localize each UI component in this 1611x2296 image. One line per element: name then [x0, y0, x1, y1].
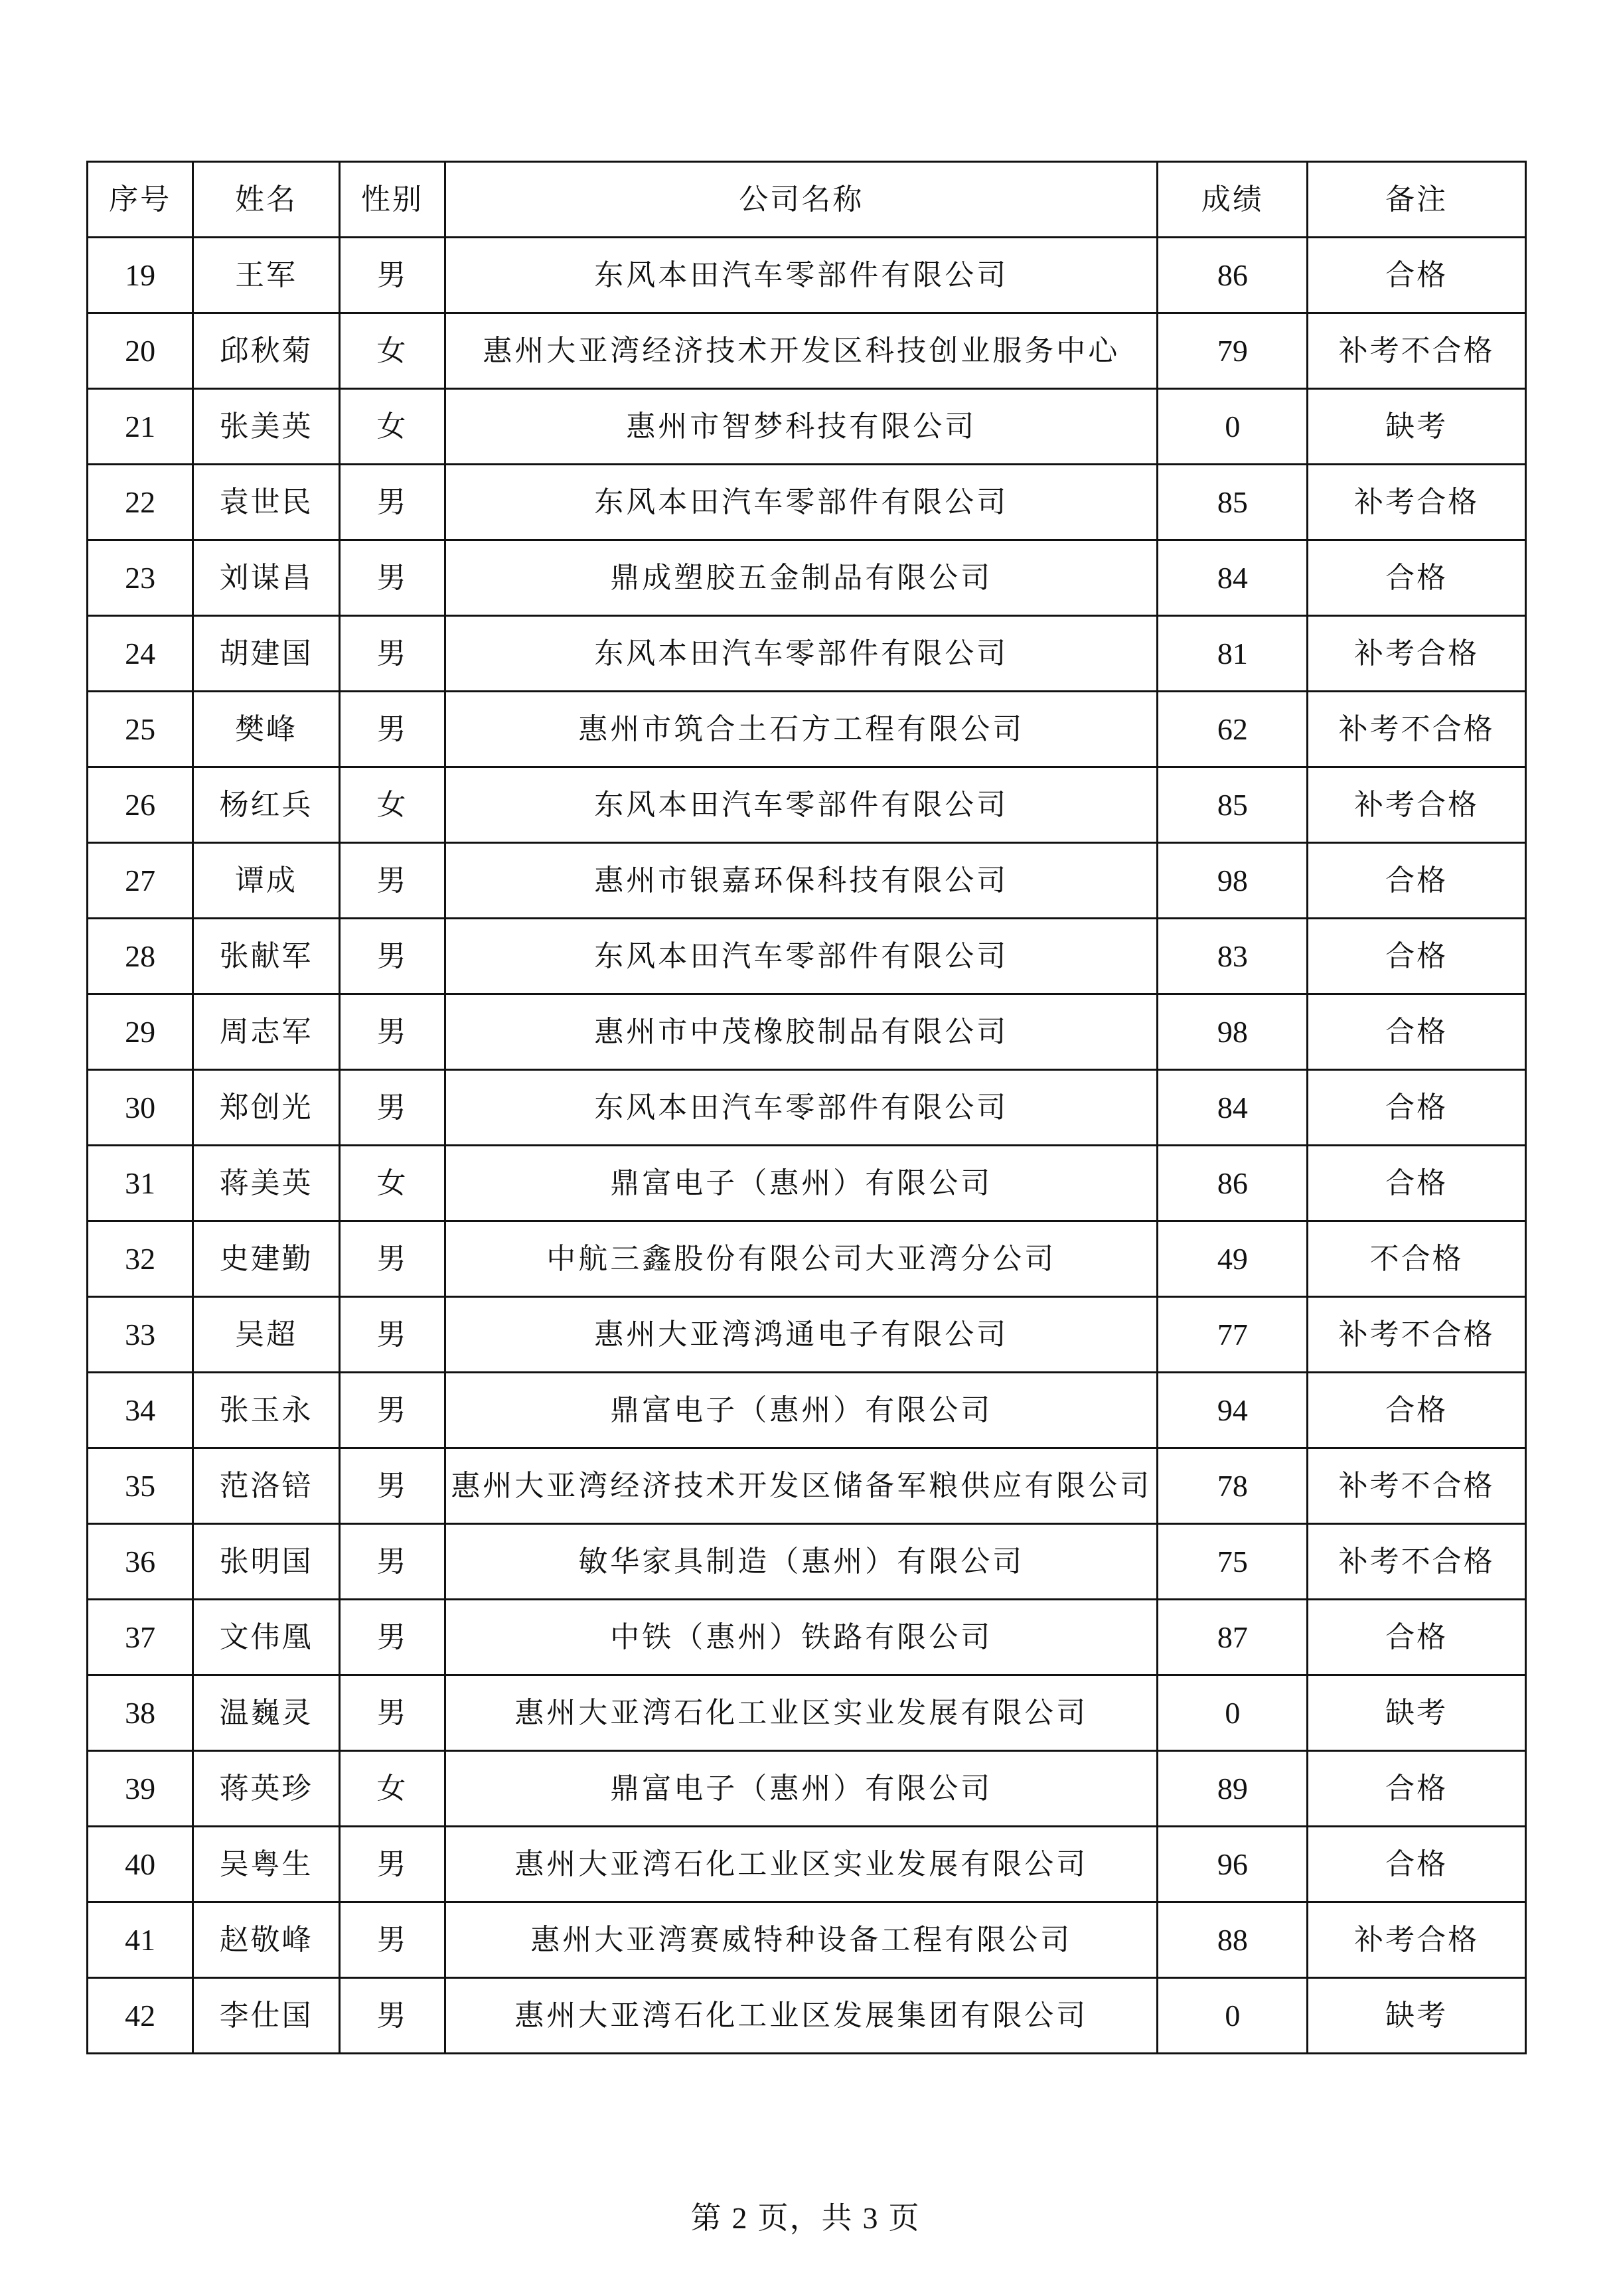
footer-page-total: 3: [862, 2201, 880, 2235]
cell-score: 0: [1158, 1675, 1308, 1751]
cell-gender: 男: [339, 919, 445, 994]
cell-gender: 男: [339, 692, 445, 767]
cell-remark: 补考不合格: [1308, 692, 1526, 767]
table-row: [88, 692, 1526, 767]
table-row: [88, 1448, 1526, 1524]
cell-company: 惠州大亚湾经济技术开发区科技创业服务中心: [445, 313, 1158, 389]
cell-gender: 男: [339, 1600, 445, 1675]
cell-remark: 补考合格: [1308, 616, 1526, 692]
table-row: [88, 1221, 1526, 1297]
table-row: [88, 919, 1526, 994]
cell-name: 谭成: [193, 843, 340, 919]
header-name: 姓名: [193, 162, 340, 238]
cell-company: 东风本田汽车零部件有限公司: [445, 767, 1158, 843]
cell-gender: 男: [339, 1448, 445, 1524]
cell-company: 东风本田汽车零部件有限公司: [445, 1070, 1158, 1146]
cell-score: 86: [1158, 1146, 1308, 1221]
cell-seq: 23: [88, 540, 193, 616]
cell-gender: 男: [339, 465, 445, 540]
table-row: [88, 1675, 1526, 1751]
cell-gender: 男: [339, 1827, 445, 1902]
cell-seq: 38: [88, 1675, 193, 1751]
table-row: [88, 389, 1526, 465]
table-body: [88, 238, 1526, 2054]
cell-company: 惠州大亚湾赛威特种设备工程有限公司: [445, 1902, 1158, 1978]
cell-score: 94: [1158, 1373, 1308, 1448]
cell-remark: 合格: [1308, 1827, 1526, 1902]
cell-score: 83: [1158, 919, 1308, 994]
cell-seq: 19: [88, 238, 193, 313]
cell-seq: 37: [88, 1600, 193, 1675]
table-row: [88, 1827, 1526, 1902]
cell-company: 东风本田汽车零部件有限公司: [445, 238, 1158, 313]
cell-company: 惠州市筑合土石方工程有限公司: [445, 692, 1158, 767]
cell-seq: 33: [88, 1297, 193, 1373]
table-row: [88, 465, 1526, 540]
cell-company: 鼎富电子（惠州）有限公司: [445, 1373, 1158, 1448]
cell-name: 蒋英珍: [193, 1751, 340, 1827]
cell-name: 王军: [193, 238, 340, 313]
cell-company: 惠州市中茂橡胶制品有限公司: [445, 994, 1158, 1070]
cell-gender: 男: [339, 1902, 445, 1978]
cell-remark: 合格: [1308, 994, 1526, 1070]
cell-gender: 男: [339, 1221, 445, 1297]
cell-gender: 女: [339, 767, 445, 843]
cell-remark: 合格: [1308, 238, 1526, 313]
cell-gender: 女: [339, 1751, 445, 1827]
cell-remark: 补考不合格: [1308, 1448, 1526, 1524]
cell-name: 温巍灵: [193, 1675, 340, 1751]
cell-name: 郑创光: [193, 1070, 340, 1146]
table-row: [88, 1297, 1526, 1373]
table-row: [88, 767, 1526, 843]
cell-remark: 合格: [1308, 1070, 1526, 1146]
cell-score: 75: [1158, 1524, 1308, 1600]
cell-gender: 男: [339, 1524, 445, 1600]
cell-company: 惠州大亚湾石化工业区实业发展有限公司: [445, 1827, 1158, 1902]
cell-name: 吴超: [193, 1297, 340, 1373]
table-row: [88, 1902, 1526, 1978]
cell-score: 85: [1158, 465, 1308, 540]
cell-gender: 男: [339, 994, 445, 1070]
table-row: [88, 994, 1526, 1070]
cell-remark: 不合格: [1308, 1221, 1526, 1297]
cell-score: 98: [1158, 843, 1308, 919]
cell-score: 86: [1158, 238, 1308, 313]
cell-remark: 缺考: [1308, 1978, 1526, 2054]
cell-score: 81: [1158, 616, 1308, 692]
cell-score: 89: [1158, 1751, 1308, 1827]
cell-name: 邱秋菊: [193, 313, 340, 389]
cell-company: 惠州大亚湾石化工业区实业发展有限公司: [445, 1675, 1158, 1751]
results-table: [86, 161, 1527, 2054]
table-row: [88, 1751, 1526, 1827]
footer-suffix: 页: [888, 2201, 921, 2235]
cell-remark: 合格: [1308, 919, 1526, 994]
cell-company: 惠州市智梦科技有限公司: [445, 389, 1158, 465]
header-gender: 性别: [339, 162, 445, 238]
table-row: [88, 313, 1526, 389]
cell-score: 78: [1158, 1448, 1308, 1524]
cell-gender: 男: [339, 616, 445, 692]
cell-seq: 35: [88, 1448, 193, 1524]
cell-company: 鼎富电子（惠州）有限公司: [445, 1751, 1158, 1827]
table-row: [88, 1978, 1526, 2054]
table-row: [88, 616, 1526, 692]
cell-score: 62: [1158, 692, 1308, 767]
cell-score: 88: [1158, 1902, 1308, 1978]
cell-seq: 30: [88, 1070, 193, 1146]
cell-name: 周志军: [193, 994, 340, 1070]
header-company: 公司名称: [445, 162, 1158, 238]
cell-seq: 29: [88, 994, 193, 1070]
cell-name: 刘谋昌: [193, 540, 340, 616]
cell-name: 文伟凰: [193, 1600, 340, 1675]
cell-company: 中航三鑫股份有限公司大亚湾分公司: [445, 1221, 1158, 1297]
cell-seq: 34: [88, 1373, 193, 1448]
cell-seq: 28: [88, 919, 193, 994]
table-row: [88, 1146, 1526, 1221]
table-row: [88, 238, 1526, 313]
cell-name: 樊峰: [193, 692, 340, 767]
cell-gender: 男: [339, 1978, 445, 2054]
cell-company: 中铁（惠州）铁路有限公司: [445, 1600, 1158, 1675]
cell-gender: 男: [339, 540, 445, 616]
cell-score: 96: [1158, 1827, 1308, 1902]
cell-name: 李仕国: [193, 1978, 340, 2054]
cell-name: 吴粤生: [193, 1827, 340, 1902]
cell-remark: 补考合格: [1308, 1902, 1526, 1978]
cell-seq: 20: [88, 313, 193, 389]
cell-name: 范洛锫: [193, 1448, 340, 1524]
cell-remark: 补考合格: [1308, 767, 1526, 843]
cell-name: 史建勤: [193, 1221, 340, 1297]
header-score: 成绩: [1158, 162, 1308, 238]
cell-remark: 缺考: [1308, 389, 1526, 465]
cell-seq: 27: [88, 843, 193, 919]
cell-score: 84: [1158, 1070, 1308, 1146]
cell-name: 杨红兵: [193, 767, 340, 843]
footer-mid: 页，共: [757, 2201, 854, 2235]
cell-seq: 41: [88, 1902, 193, 1978]
cell-seq: 24: [88, 616, 193, 692]
cell-name: 蒋美英: [193, 1146, 340, 1221]
cell-gender: 男: [339, 1373, 445, 1448]
cell-seq: 32: [88, 1221, 193, 1297]
cell-score: 84: [1158, 540, 1308, 616]
cell-remark: 补考不合格: [1308, 313, 1526, 389]
cell-name: 张献军: [193, 919, 340, 994]
cell-gender: 男: [339, 238, 445, 313]
cell-company: 东风本田汽车零部件有限公司: [445, 919, 1158, 994]
cell-seq: 26: [88, 767, 193, 843]
cell-gender: 男: [339, 843, 445, 919]
page-footer: [0, 2194, 1611, 2238]
cell-name: 张明国: [193, 1524, 340, 1600]
cell-company: 鼎富电子（惠州）有限公司: [445, 1146, 1158, 1221]
cell-company: 惠州大亚湾石化工业区发展集团有限公司: [445, 1978, 1158, 2054]
cell-name: 张玉永: [193, 1373, 340, 1448]
cell-seq: 39: [88, 1751, 193, 1827]
table-row: [88, 1524, 1526, 1600]
cell-seq: 25: [88, 692, 193, 767]
cell-seq: 21: [88, 389, 193, 465]
cell-remark: 补考不合格: [1308, 1297, 1526, 1373]
cell-seq: 42: [88, 1978, 193, 2054]
cell-company: 鼎成塑胶五金制品有限公司: [445, 540, 1158, 616]
cell-remark: 合格: [1308, 540, 1526, 616]
header-row: [88, 162, 1526, 238]
footer-page-number: 2: [731, 2201, 749, 2235]
cell-score: 0: [1158, 389, 1308, 465]
cell-gender: 男: [339, 1675, 445, 1751]
cell-remark: 补考不合格: [1308, 1524, 1526, 1600]
cell-company: 惠州大亚湾经济技术开发区储备军粮供应有限公司: [445, 1448, 1158, 1524]
cell-score: 0: [1158, 1978, 1308, 2054]
cell-score: 85: [1158, 767, 1308, 843]
table-row: [88, 1373, 1526, 1448]
cell-gender: 男: [339, 1070, 445, 1146]
cell-gender: 女: [339, 1146, 445, 1221]
cell-score: 77: [1158, 1297, 1308, 1373]
footer-prefix: 第: [690, 2201, 723, 2235]
cell-seq: 31: [88, 1146, 193, 1221]
cell-seq: 22: [88, 465, 193, 540]
cell-company: 惠州市银嘉环保科技有限公司: [445, 843, 1158, 919]
cell-gender: 女: [339, 313, 445, 389]
table-row: [88, 540, 1526, 616]
cell-score: 98: [1158, 994, 1308, 1070]
table-row: [88, 1600, 1526, 1675]
cell-score: 87: [1158, 1600, 1308, 1675]
cell-gender: 男: [339, 1297, 445, 1373]
cell-seq: 40: [88, 1827, 193, 1902]
cell-remark: 补考合格: [1308, 465, 1526, 540]
cell-remark: 合格: [1308, 1600, 1526, 1675]
cell-seq: 36: [88, 1524, 193, 1600]
cell-remark: 合格: [1308, 1373, 1526, 1448]
cell-remark: 缺考: [1308, 1675, 1526, 1751]
cell-company: 东风本田汽车零部件有限公司: [445, 616, 1158, 692]
cell-company: 东风本田汽车零部件有限公司: [445, 465, 1158, 540]
cell-remark: 合格: [1308, 843, 1526, 919]
cell-remark: 合格: [1308, 1751, 1526, 1827]
cell-name: 张美英: [193, 389, 340, 465]
cell-score: 79: [1158, 313, 1308, 389]
cell-score: 49: [1158, 1221, 1308, 1297]
header-remark: 备注: [1308, 162, 1526, 238]
cell-company: 惠州大亚湾鸿通电子有限公司: [445, 1297, 1158, 1373]
table-row: [88, 843, 1526, 919]
table-row: [88, 1070, 1526, 1146]
cell-name: 袁世民: [193, 465, 340, 540]
cell-remark: 合格: [1308, 1146, 1526, 1221]
cell-gender: 女: [339, 389, 445, 465]
header-seq: 序号: [88, 162, 193, 238]
cell-name: 胡建国: [193, 616, 340, 692]
cell-company: 敏华家具制造（惠州）有限公司: [445, 1524, 1158, 1600]
cell-name: 赵敬峰: [193, 1902, 340, 1978]
